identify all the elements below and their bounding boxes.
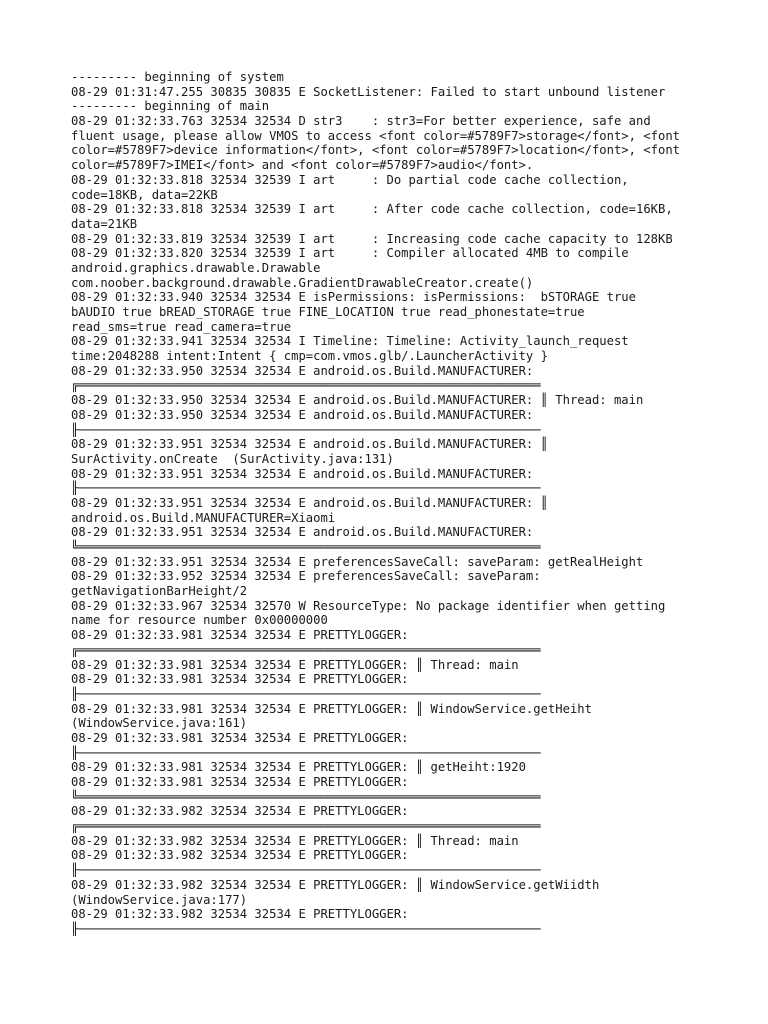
log-line: 08-29 01:32:33.819 32534 32539 I art : Increasing code cache capacity to 128KB <box>71 231 673 246</box>
log-line: --------- beginning of main <box>71 99 270 114</box>
log-line: 08-29 01:32:33.951 32534 32534 E android.os.Build.MANUFACTURER: <box>71 525 534 540</box>
log-line: SurActivity.onCreate (SurActivity.java:131) <box>71 451 394 466</box>
log-line: ╟─────────────────────────────────────────────────────────────── <box>71 921 541 936</box>
log-line: 08-29 01:32:33.951 32534 32534 E preferencesSaveCall: saveParam: getRealHeight <box>71 554 644 569</box>
log-line: 08-29 01:32:33.981 32534 32534 E PRETTYLOGGER: ║ Thread: main <box>71 657 519 672</box>
log-line: ╔═══════════════════════════════════════════════════════════════ <box>71 642 541 657</box>
log-line: bAUDIO true bREAD_STORAGE true FINE_LOCATION true read_phonestate=true <box>71 305 585 319</box>
log-line: getNavigationBarHeight/2 <box>71 584 248 599</box>
log-line: android.os.Build.MANUFACTURER=Xiaomi <box>71 510 336 525</box>
log-line: (WindowService.java:177) <box>71 892 248 907</box>
log-line: ╚═══════════════════════════════════════════════════════════════ <box>71 789 541 804</box>
log-line: 08-29 01:32:33.982 32534 32534 E PRETTYLOGGER: ║ Thread: main <box>71 833 519 848</box>
log-line: 08-29 01:32:33.820 32534 32539 I art : Compiler allocated 4MB to compile <box>71 246 629 261</box>
log-line: 08-29 01:32:33.981 32534 32534 E PRETTYLOGGER: <box>71 775 409 789</box>
log-line: 08-29 01:32:33.981 32534 32534 E PRETTYLOGGER: <box>71 730 409 745</box>
log-line: 08-29 01:32:33.950 32534 32534 E android.os.Build.MANUFACTURER: <box>71 407 534 422</box>
log-line: 08-29 01:32:33.763 32534 32534 D str3 : str3=For better experience, safe and <box>71 114 651 129</box>
log-line: 08-29 01:32:33.818 32534 32539 I art : After code cache collection, code=16KB, <box>71 202 673 217</box>
log-line: ╟─────────────────────────────────────────────────────────────── <box>71 686 541 701</box>
log-line: ╔═══════════════════════════════════════════════════════════════ <box>71 819 541 834</box>
log-line: 08-29 01:32:33.982 32534 32534 E PRETTYLOGGER: <box>71 848 409 863</box>
log-line: 08-29 01:32:33.951 32534 32534 E android.os.Build.MANUFACTURER: ║ <box>71 495 548 510</box>
log-line: 08-29 01:32:33.941 32534 32534 I Timeline: Timeline: Activity_launch_request <box>71 334 629 349</box>
log-line: name for resource number 0x00000000 <box>71 613 328 628</box>
log-line: 08-29 01:32:33.967 32534 32570 W ResourceType: No package identifier when getting <box>71 598 666 613</box>
log-line: fluent usage, please allow VMOS to access <font color=#5789F7>storage</font>, <font <box>71 128 681 143</box>
log-line: --------- beginning of system <box>71 70 284 84</box>
log-line: color=#5789F7>device information</font>, <font color=#5789F7>location</font>, <font <box>71 143 681 158</box>
log-line: 08-29 01:32:33.951 32534 32534 E android.os.Build.MANUFACTURER: ║ <box>71 437 548 452</box>
log-line: data=21KB <box>71 216 138 231</box>
log-line: 08-29 01:32:33.950 32534 32534 E android.os.Build.MANUFACTURER: <box>71 363 534 378</box>
log-line: time:2048288 intent:Intent { cmp=com.vmos.glb/.LauncherActivity } <box>71 349 548 364</box>
log-line: (WindowService.java:161) <box>71 716 248 731</box>
log-line: 08-29 01:32:33.940 32534 32534 E isPermissions: isPermissions: bSTORAGE true <box>71 290 636 305</box>
log-line: 08-29 01:32:33.981 32534 32534 E PRETTYLOGGER: <box>71 628 409 643</box>
log-line: 08-29 01:32:33.952 32534 32534 E preferencesSaveCall: saveParam: <box>71 569 541 584</box>
log-line: 08-29 01:32:33.981 32534 32534 E PRETTYLOGGER: ║ getHeiht:1920 <box>71 760 526 775</box>
log-line: 08-29 01:32:33.982 32534 32534 E PRETTYLOGGER: <box>71 804 409 819</box>
log-line: 08-29 01:32:33.981 32534 32534 E PRETTYLOGGER: <box>71 672 409 687</box>
log-line: ╟─────────────────────────────────────────────────────────────── <box>71 481 541 496</box>
log-line: 08-29 01:32:33.981 32534 32534 E PRETTYLOGGER: ║ WindowService.getHeiht <box>71 701 592 716</box>
log-line: ╟─────────────────────────────────────────────────────────────── <box>71 422 541 437</box>
log-line: 08-29 01:32:33.950 32534 32534 E android.os.Build.MANUFACTURER: ║ Thread: main <box>71 393 644 408</box>
log-line: ╔═══════════════════════════════════════════════════════════════ <box>71 378 541 393</box>
log-line: ╟─────────────────────────────────────────────────────────────── <box>71 745 541 760</box>
log-line: ╚═══════════════════════════════════════════════════════════════ <box>71 540 541 554</box>
log-line: 08-29 01:32:33.982 32534 32534 E PRETTYLOGGER: ║ WindowService.getWiidth <box>71 877 600 892</box>
log-document <box>71 70 711 937</box>
log-line: ╟─────────────────────────────────────────────────────────────── <box>71 863 541 878</box>
log-line: code=18KB, data=22KB <box>71 187 218 202</box>
log-line: 08-29 01:32:33.951 32534 32534 E android.os.Build.MANUFACTURER: <box>71 466 534 481</box>
log-line: android.graphics.drawable.Drawable <box>71 260 321 275</box>
log-line: com.noober.background.drawable.GradientDrawableCreator.create() <box>71 275 534 290</box>
log-line: read_sms=true read_camera=true <box>71 319 292 334</box>
log-line: 08-29 01:31:47.255 30835 30835 E SocketListener: Failed to start unbound listener <box>71 84 666 99</box>
log-line: 08-29 01:32:33.818 32534 32539 I art : Do partial code cache collection, <box>71 172 629 187</box>
log-line: color=#5789F7>IMEI</font> and <font color=#5789F7>audio</font>. <box>71 158 534 173</box>
log-line: 08-29 01:32:33.982 32534 32534 E PRETTYLOGGER: <box>71 907 409 922</box>
